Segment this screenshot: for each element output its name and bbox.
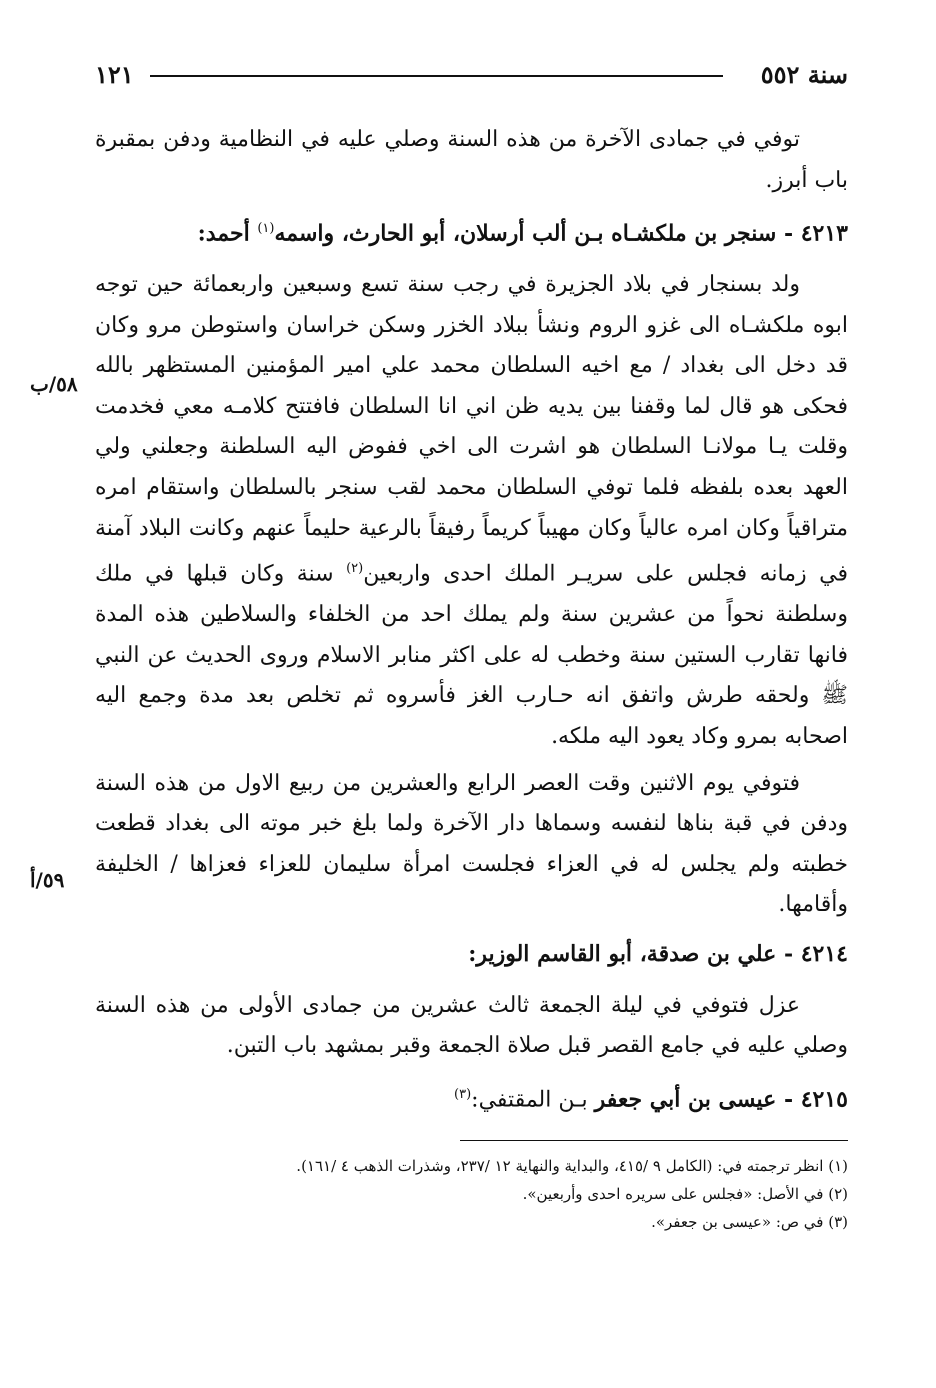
- entry-title-tail: بـن المقتفي:: [471, 1087, 595, 1113]
- entry-title: ٤٢١٥ - عيسى بن أبي جعفر: [594, 1086, 848, 1113]
- page-header: [95, 60, 848, 94]
- footnotes: [95, 1152, 848, 1236]
- footnote-ref: (١): [257, 221, 275, 237]
- paragraph: فتوفي يوم الاثنين وقت العصر الرابع والعشرين من ربيع الاول من هذه السنة ودفن في قبة بناها لنفسه وسماها دار الآخرة ولما بلغ خبر موته الى بغداد قطعت خطبته ولم يجلس له في العزاء فجلست امرأة سليمان للعزاء فعزاها / الخليفة وأقامها.: [95, 770, 848, 918]
- footnote: (٢) في الأصل: «فجلس على سريره احدى وأربعين».: [522, 1185, 848, 1203]
- paragraph: [95, 265, 848, 757]
- footnote: (١) انظر ترجمته في: (الكامل ٩ /٤١٥، والبداية والنهاية ١٢ /٢٣٧، وشذرات الذهب ٤ /١٦١).: [296, 1157, 848, 1175]
- paragraph-text: سنة وكان قبلها في ملك وسلطنة نحواً من عشرين سنة ولم يملك احد من الخلفاء والسلاطين هذه المدة فانها تقارب الستين سنة وخطب له على اكثر منابر الاسلام وروى الحديث عن النبي ﷺ ولحقه طرش واتفق انه حـارب الغز فأسروه ثم تخلص بعد مدة وجمع اليه اصحابه بمرو وكاد يعود اليه ملكه.: [95, 561, 848, 749]
- footnote-ref: (٣): [454, 1086, 472, 1102]
- entry-heading-4214: [95, 934, 848, 976]
- manuscript-folio-note: ٥٨/ب: [30, 372, 78, 396]
- running-head-year: سنة ٥٥٢: [760, 60, 848, 89]
- footnote: (٣) في ص: «عيسى بن جعفر».: [651, 1213, 848, 1231]
- entry-title-tail: أحمد:: [197, 220, 258, 247]
- entry-title: ٤٢١٤ - علي بن صدقة، أبو القاسم الوزير:: [468, 940, 848, 967]
- paragraph: توفي في جمادى الآخرة من هذه السنة وصلي عليه في النظامية ودفن بمقبرة باب أبرز.: [95, 127, 848, 193]
- entry-heading-4215: [95, 1075, 848, 1121]
- paragraph-text: ولد بسنجار في بلاد الجزيرة في رجب سنة تسع وسبعين واربعمائة حين توجه ابوه ملكشـاه الى غزو الروم ونشأ ببلاد الخزر وسكن خراسان واستوطن مرو وكان قد دخل الى بغداد / مع اخيه السلطان محمد علي امير المؤمنين المستظهر بالله فحكى هو قال لما وقفنا بين يديه ظن اني انا السلطان فافتتح كلامـه معي فخدمت وقلت يـا مولانـا السلطان هو اشرت الى اخي ففوض اليه السلطنة وجعلني ولي العهد بعده بلفظه فلما توفي السلطان محمد لقب سنجر بالسلطان واستقام امره متراقياً وكان امره عالياً وكان مهيباً كريماً رفيقاً بالرعية حليماً عنهم وكانت البلاد آمنة في زمانه فجلس على سريـر الملك احدى واربعين: [95, 272, 849, 587]
- paragraph: عزل فتوفي في ليلة الجمعة ثالث عشرين من جمادى الأولى من هذه السنة وصلي عليه في جامع القصر قبل صلاة الجمعة وقبر بمشهد باب التبن.: [95, 992, 848, 1059]
- footnote-ref: (٢): [346, 561, 364, 577]
- manuscript-folio-note: ٥٩/أ: [30, 868, 65, 892]
- footnote-rule: [460, 1140, 848, 1141]
- entry-heading-4213: [95, 209, 848, 255]
- main-text: [95, 120, 848, 1131]
- entry-title: ٤٢١٣ - سنجر بن ملكشـاه بـن ألب أرسلان، أبو الحارث، واسمه: [274, 220, 848, 247]
- page-number: ١٢١: [95, 60, 134, 89]
- header-rule: [150, 75, 723, 77]
